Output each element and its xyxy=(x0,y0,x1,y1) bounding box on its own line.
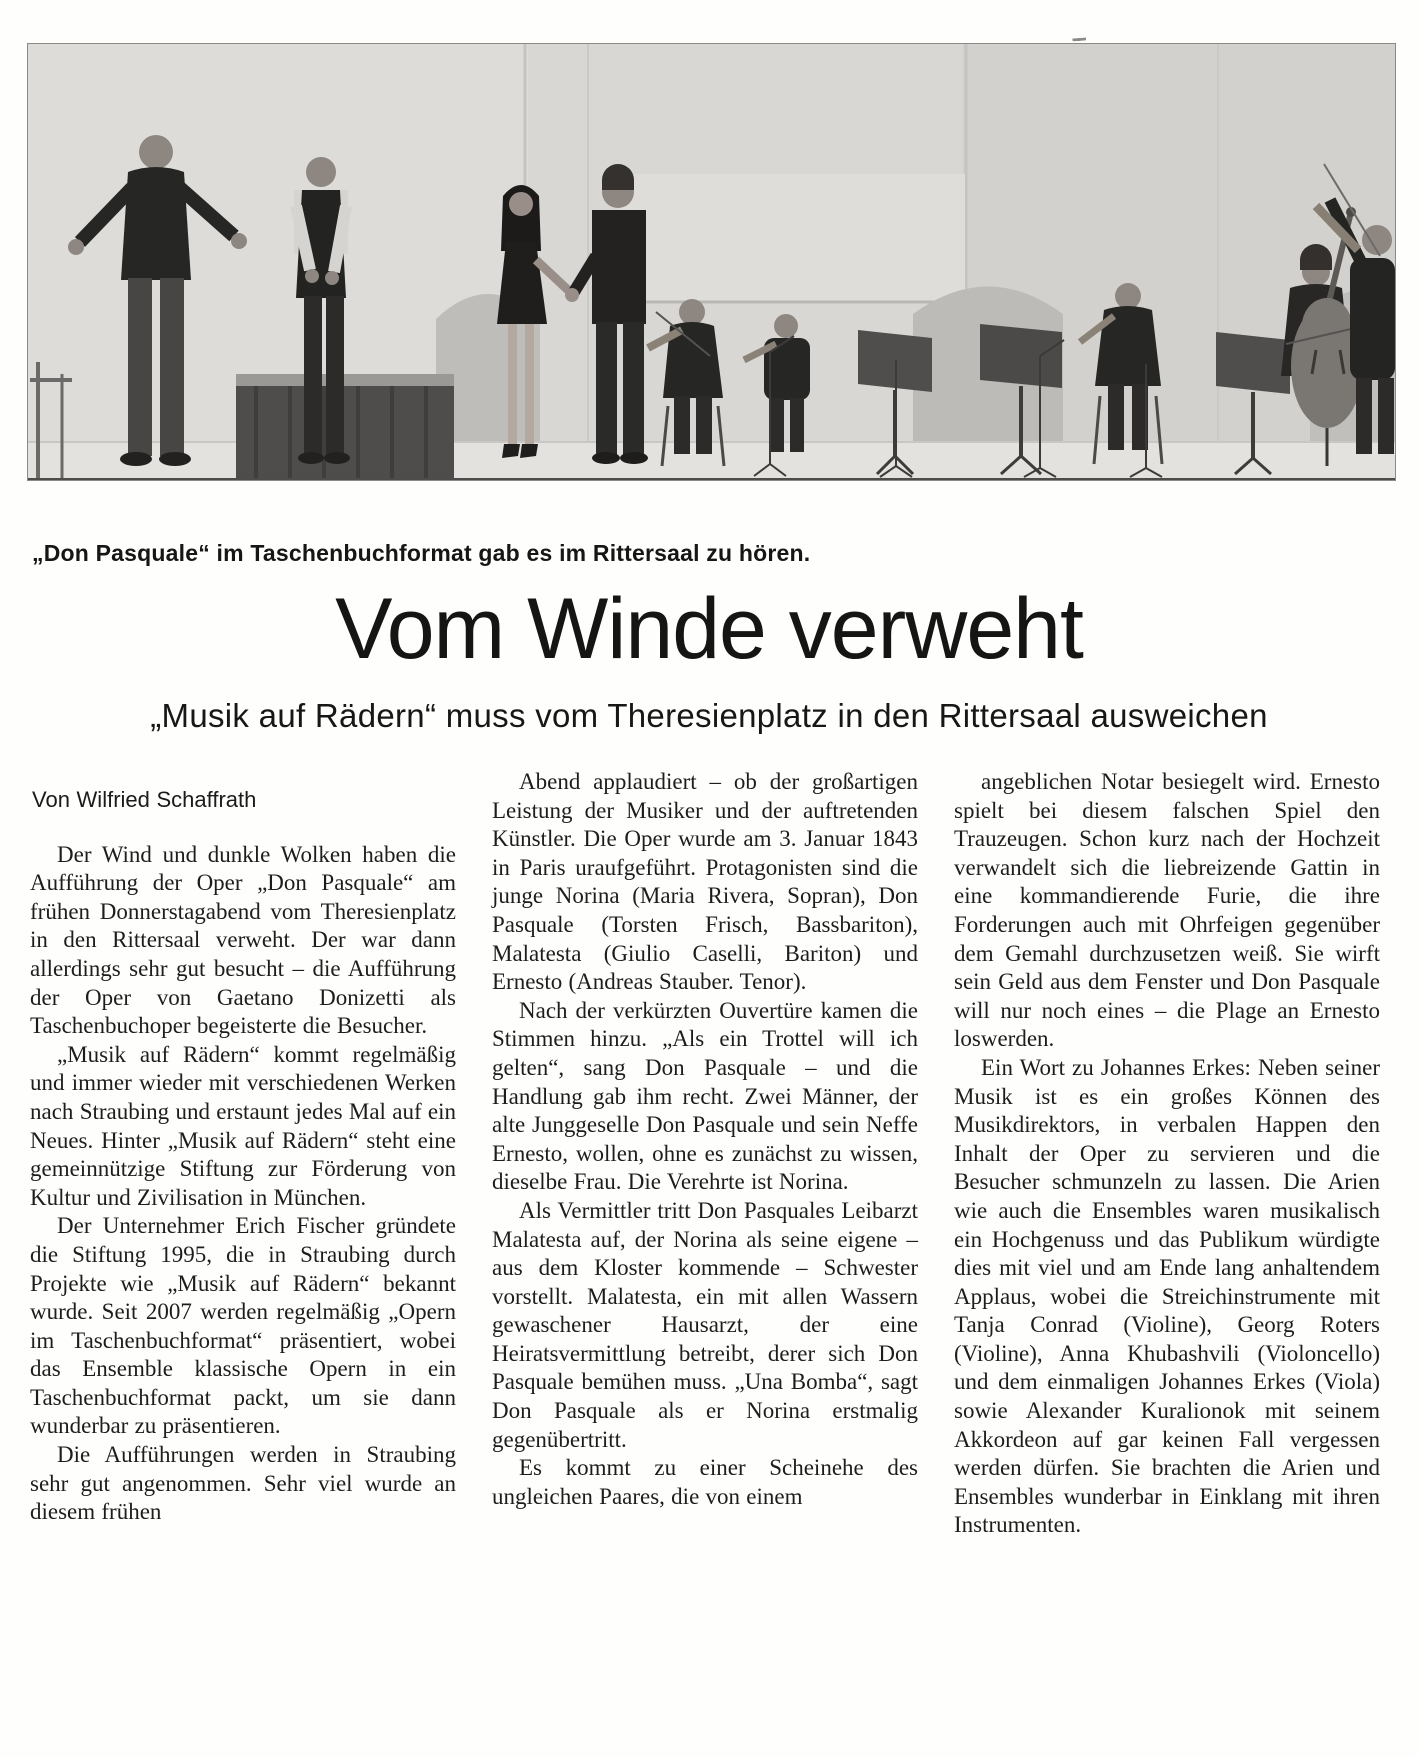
article-body xyxy=(30,768,1382,1540)
paragraph: Der Unternehmer Erich Fischer gründete die Stiftung 1995, die in Straubing durch Projekte wie „Musik auf Rädern“ bekannt wurde. Seit 2007 werden regelmäßig „Opern im Taschenbuchformat“ präsentiert, wobei das Ensemble klassische Opern in ein Taschenbuchformat packt, um sie dann wunderbar zu präsentieren. xyxy=(30,1213,456,1439)
paragraph: Ein Wort zu Johannes Erkes: Neben seiner Musik ist es ein großes Können des Musikdirektors, in verbalen Happen den Inhalt der Oper zu servieren und die Besucher schmunzeln zu lassen. Die Arien wie auch die Ensembles waren musikalisch ein Hochgenuss und das Publikum würdigte dies mit viel und am Ende lang anhaltendem Applaus, wobei die Streichinstrumente mit Tanja Conrad (Violine), Georg Roters (Violine), Anna Khubashvili (Violoncello) und dem einmaligen Johannes Erkes (Viola) sowie Alexander Kuralionok mit seinem Akkordeon auf gar keinen Fall vergessen werden dürfen. Sie brachten die Arien und Ensembles wunderbar in Einklang mit ihren Instrumenten. xyxy=(954,1054,1380,1538)
column-3-text xyxy=(954,768,1380,1540)
headline: Vom Winde verweht xyxy=(335,581,1083,677)
paragraph: Es kommt zu einer Scheinehe des ungleichen Paares, die von einem xyxy=(492,1455,918,1509)
column-3 xyxy=(954,768,1380,1540)
paragraph: Abend applaudiert – ob der großartigen Leistung der Musiker und der auftretenden Künstler. Die Oper wurde am 3. Januar 1843 in Paris uraufgeführt. Protagonisten sind die junge Norina (Maria Rivera, Sopran), Don Pasquale (Torsten Frisch, Bassbariton), Malatesta (Giulio Caselli, Bariton) und Ernesto (Andreas Stauber. Tenor). xyxy=(492,769,918,995)
paragraph: Nach der verkürzten Ouvertüre kamen die Stimmen hinzu. „Als ein Trottel will ich gelten“, sang Don Pasquale – und die Handlung gab ihm recht. Zwei Männer, der alte Junggeselle Don Pasquale und sein Neffe Ernesto, wollen, ohne es zunächst zu wissen, dieselbe Frau. Die Verehrte ist Norina. xyxy=(492,997,918,1195)
photo-caption: „Don Pasquale“ im Taschenbuchformat gab es im Rittersaal zu hören. xyxy=(32,540,811,566)
column-1 xyxy=(30,768,456,1540)
column-1-text xyxy=(30,841,456,1527)
byline: Von Wilfried Schaffrath xyxy=(32,787,257,812)
column-2 xyxy=(492,768,918,1540)
paragraph: Der Wind und dunkle Wolken haben die Aufführung der Oper „Don Pasquale“ am frühen Donnerstagabend vom Theresienplatz in den Rittersaal verweht. Der war dann allerdings sehr gut besucht – die Aufführung der Oper von Gaetano Donizetti als Taschenbuchoper begeisterte die Besucher. xyxy=(30,841,456,1039)
scan-artifact xyxy=(1072,30,1087,42)
paragraph: „Musik auf Rädern“ kommt regelmäßig und immer wieder mit verschiedenen Werken nach Straubing und erstaunt jedes Mal auf ein Neues. Hinter „Musik auf Rädern“ steht eine gemeinnützige Stiftung zur Förderung von Kultur und Zivilisation in München. xyxy=(30,1041,456,1210)
subheadline: „Musik auf Rädern“ muss vom Theresienplatz in den Rittersaal ausweichen xyxy=(150,697,1268,734)
stage-photo-illustration xyxy=(28,44,1395,478)
paragraph: Die Aufführungen werden in Straubing sehr gut angenommen. Sehr viel wurde an diesem frühen xyxy=(30,1442,456,1525)
paragraph: angeblichen Notar besiegelt wird. Ernesto spielt bei diesem falschen Spiel den Trauzeugen. Schon kurz nach der Hochzeit verwandelt sich die liebreizende Gattin in eine kommandierende Furie, die ihre Forderungen auch mit Ohrfeigen gegenüber dem Gemahl durchzusetzen weiß. Sie wirft sein Geld aus dem Fenster und Don Pasquale will nur noch eines – die Plage an Ernesto loswerden. xyxy=(954,769,1380,1052)
column-2-text xyxy=(492,768,918,1511)
stage-photo xyxy=(28,44,1395,480)
paragraph: Als Vermittler tritt Don Pasquales Leibarzt Malatesta auf, der Norina als seine eigene – aus dem Kloster kommende – Schwester vorstellt. Malatesta, ein mit allen Wassern gewaschener Hausarzt, der eine Heiratsvermittlung betreibt, derer sich Don Pasquale bemühen muss. „Una Bomba“, sagt Don Pasquale als er Norina erstmalig gegenübertritt. xyxy=(492,1197,918,1452)
